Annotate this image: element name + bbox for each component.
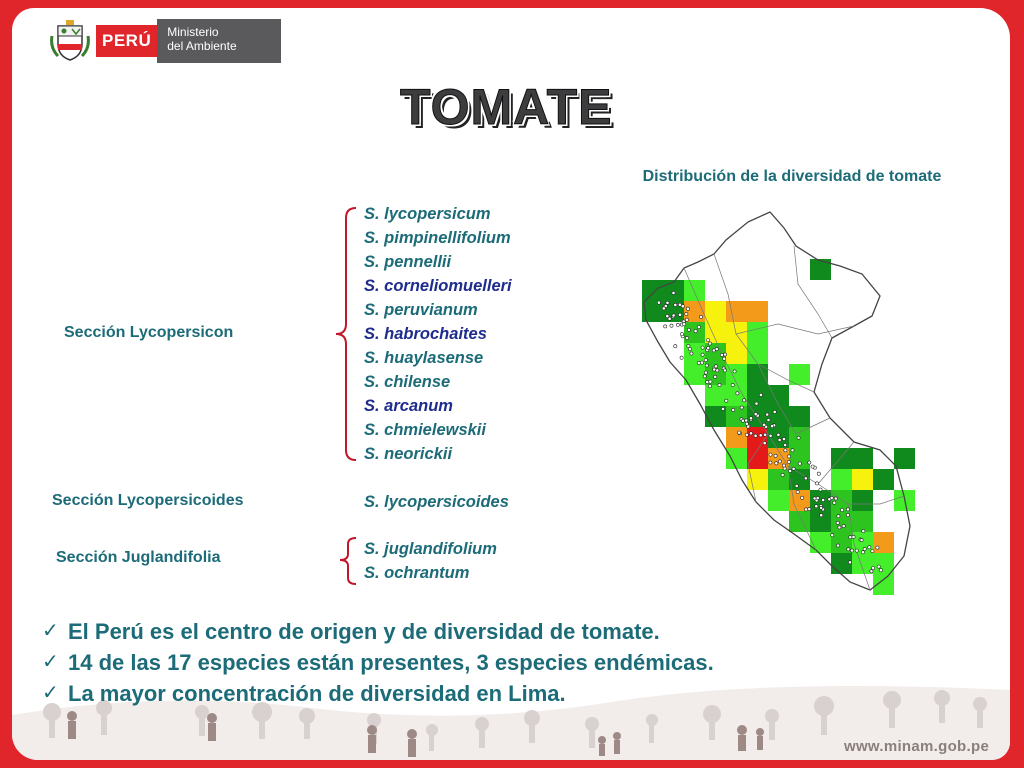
diversity-cell: [747, 322, 768, 343]
occurrence-point: [841, 509, 844, 512]
species-list-juglandifolia: [364, 537, 497, 585]
occurrence-point: [685, 336, 688, 339]
species-item: S. corneliomuelleri: [364, 277, 512, 295]
occurrence-point: [721, 407, 724, 410]
occurrence-point: [860, 538, 863, 541]
occurrence-point: [816, 496, 819, 499]
species-item: S. chmielewskii: [364, 421, 486, 439]
occurrence-point: [784, 443, 787, 446]
occurrence-point: [771, 425, 774, 428]
occurrence-point: [685, 318, 688, 321]
occurrence-point: [676, 323, 679, 326]
occurrence-point: [740, 406, 743, 409]
species-item: S. arcanum: [364, 397, 453, 415]
diversity-cell: [747, 364, 768, 385]
section-label-juglandifolia: Sección Juglandifolia: [56, 549, 221, 566]
occurrence-point: [795, 484, 798, 487]
occurrence-point: [706, 380, 709, 383]
occurrence-point: [749, 432, 752, 435]
occurrence-point: [871, 550, 874, 553]
occurrence-point: [847, 548, 850, 551]
occurrence-point: [701, 346, 704, 349]
diversity-cell: [663, 280, 684, 301]
diversity-cell: [831, 469, 852, 490]
occurrence-point: [712, 349, 715, 352]
check-icon: ✓: [42, 682, 59, 704]
diversity-cell: [768, 385, 789, 406]
occurrence-point: [764, 433, 767, 436]
occurrence-point: [745, 433, 748, 436]
occurrence-point: [716, 369, 719, 372]
bullet-item: [42, 616, 714, 647]
occurrence-point: [782, 437, 785, 440]
diversity-cell: [726, 343, 747, 364]
occurrence-point: [855, 549, 858, 552]
occurrence-point: [687, 344, 690, 347]
species-item: S. peruvianum: [364, 301, 478, 319]
occurrence-point: [736, 392, 739, 395]
diversity-cell: [852, 469, 873, 490]
occurrence-point: [701, 353, 704, 356]
bullet-item: [42, 678, 714, 709]
bullet-item: [42, 647, 714, 678]
diversity-cell: [747, 448, 768, 469]
occurrence-point: [759, 434, 762, 437]
occurrence-point: [876, 546, 879, 549]
diversity-cell: [852, 490, 873, 511]
occurrence-point: [680, 333, 683, 336]
occurrence-point: [704, 371, 707, 374]
occurrence-point: [708, 385, 711, 388]
occurrence-point: [685, 312, 688, 315]
occurrence-point: [694, 330, 697, 333]
occurrence-point: [668, 317, 671, 320]
occurrence-point: [662, 307, 665, 310]
section-label-lycopersicoides: Sección Lycopersicoides: [52, 492, 244, 509]
diversity-cell: [726, 406, 747, 427]
occurrence-point: [732, 408, 735, 411]
occurrence-point: [678, 313, 681, 316]
occurrence-point: [813, 497, 816, 500]
occurrence-point: [725, 399, 728, 402]
diversity-cell: [726, 364, 747, 385]
occurrence-point: [811, 465, 814, 468]
occurrence-point: [714, 365, 717, 368]
map-title: Distribución de la diversidad de tomate: [642, 168, 942, 185]
diversity-cell: [726, 385, 747, 406]
occurrence-point: [666, 301, 669, 304]
occurrence-point: [834, 497, 837, 500]
occurrence-point: [733, 370, 736, 373]
occurrence-point: [769, 461, 772, 464]
occurrence-point: [801, 496, 804, 499]
occurrence-point: [759, 393, 762, 396]
check-icon: ✓: [42, 620, 59, 642]
occurrence-point: [848, 561, 851, 564]
species-item: S. pimpinellifolium: [364, 229, 511, 247]
occurrence-point: [782, 464, 785, 467]
occurrence-point: [680, 356, 683, 359]
check-icon: ✓: [42, 651, 59, 673]
occurrence-point: [670, 324, 673, 327]
occurrence-point: [699, 315, 702, 318]
occurrence-point: [743, 399, 746, 402]
diversity-cell: [747, 301, 768, 322]
occurrence-point: [833, 501, 836, 504]
diversity-cell: [726, 301, 747, 322]
occurrence-point: [723, 369, 726, 372]
occurrence-point: [681, 305, 684, 308]
ministry-line-1: Ministerio: [167, 25, 219, 39]
occurrence-point: [657, 301, 660, 304]
occurrence-point: [777, 433, 780, 436]
species-item: S. juglandifolium: [364, 540, 497, 558]
occurrence-point: [749, 417, 752, 420]
occurrence-point: [783, 467, 786, 470]
occurrence-point: [709, 380, 712, 383]
species-list-lycopersicoides: [364, 490, 509, 514]
occurrence-point: [837, 515, 840, 518]
occurrence-point: [690, 352, 693, 355]
section-label-lycopersicon: Sección Lycopersicon: [64, 324, 234, 341]
occurrence-point: [815, 482, 818, 485]
occurrence-point: [766, 413, 769, 416]
occurrence-point: [773, 410, 776, 413]
species-item: S. huaylasense: [364, 349, 484, 367]
occurrence-point: [775, 462, 778, 465]
occurrence-point: [877, 565, 880, 568]
occurrence-point: [792, 467, 795, 470]
occurrence-point: [672, 291, 675, 294]
diversity-cell: [894, 448, 915, 469]
occurrence-point: [763, 442, 766, 445]
occurrence-point: [815, 505, 818, 508]
occurrence-point: [718, 383, 721, 386]
occurrence-point: [842, 524, 845, 527]
diversity-cell: [726, 322, 747, 343]
species-list-lycopersicon: [364, 202, 512, 466]
occurrence-point: [861, 551, 864, 554]
diversity-cell: [852, 448, 873, 469]
occurrence-point: [796, 490, 799, 493]
occurrence-point: [778, 438, 781, 441]
occurrence-point: [697, 326, 700, 329]
occurrence-point: [781, 473, 784, 476]
species-item: S. ochrantum: [364, 564, 470, 582]
diversity-cell: [873, 532, 894, 553]
occurrence-point: [778, 460, 781, 463]
occurrence-point: [849, 536, 852, 539]
occurrence-point: [769, 434, 772, 437]
occurrence-point: [738, 431, 741, 434]
diversity-cell: [831, 448, 852, 469]
species-item: S. chilense: [364, 373, 451, 391]
page-title: TOMATE: [400, 79, 613, 135]
bullet-text: El Perú es el centro de origen y de diversidad de tomate.: [68, 619, 660, 644]
occurrence-point: [741, 419, 744, 422]
diversity-cell: [789, 406, 810, 427]
occurrence-point: [754, 413, 757, 416]
occurrence-point: [819, 488, 822, 491]
occurrence-point: [808, 461, 811, 464]
occurrence-point: [774, 454, 777, 457]
occurrence-point: [745, 422, 748, 425]
brace-lycopersicon: [334, 206, 358, 462]
diversity-cell: [768, 490, 789, 511]
occurrence-point: [784, 449, 787, 452]
occurrence-point: [664, 325, 667, 328]
occurrence-point: [797, 436, 800, 439]
bullet-text: La mayor concentración de diversidad en Lima.: [68, 681, 566, 706]
diversity-cell: [642, 280, 663, 301]
occurrence-point: [707, 346, 710, 349]
diversity-cell: [726, 448, 747, 469]
diversity-cell: [726, 427, 747, 448]
occurrence-point: [862, 530, 865, 533]
species-item: S. neorickii: [364, 445, 453, 463]
occurrence-point: [683, 323, 686, 326]
occurrence-point: [767, 418, 770, 421]
occurrence-point: [798, 462, 801, 465]
occurrence-point: [754, 434, 757, 437]
occurrence-point: [769, 453, 772, 456]
occurrence-point: [789, 469, 792, 472]
species-item: S. pennellii: [364, 253, 452, 271]
diversity-cell: [873, 469, 894, 490]
footer-url: www.minam.gob.pe: [844, 738, 990, 755]
occurrence-point: [846, 508, 849, 511]
occurrence-point: [791, 449, 794, 452]
occurrence-point: [808, 507, 811, 510]
occurrence-point: [697, 361, 700, 364]
occurrence-point: [688, 348, 691, 351]
occurrence-point: [674, 345, 677, 348]
occurrence-point: [820, 506, 823, 509]
occurrence-point: [804, 477, 807, 480]
occurrence-point: [686, 307, 689, 310]
occurrence-point: [745, 419, 748, 422]
occurrence-point: [863, 547, 866, 550]
occurrence-point: [831, 534, 834, 537]
coat-of-arms-icon: [50, 18, 90, 64]
diversity-cell: [768, 469, 789, 490]
diversity-cell: [747, 469, 768, 490]
diversity-cell: [705, 385, 726, 406]
occurrence-point: [872, 567, 875, 570]
occurrence-point: [703, 375, 706, 378]
species-item: S. habrochaites: [364, 325, 487, 343]
ministry-logo: [50, 18, 281, 64]
occurrence-point: [879, 569, 882, 572]
bullet-text: 14 de las 17 especies están presentes, 3 especies endémicas.: [68, 650, 714, 675]
ministry-line-2: del Ambiente: [167, 39, 237, 53]
diversity-cell: [873, 553, 894, 574]
occurrence-point: [704, 359, 707, 362]
occurrence-point: [706, 339, 709, 342]
occurrence-point: [846, 514, 849, 517]
occurrence-point: [713, 368, 716, 371]
diversity-cell: [789, 511, 810, 532]
occurrence-point: [687, 328, 690, 331]
diversity-cell: [852, 511, 873, 532]
occurrence-point: [672, 314, 675, 317]
country-label: PERÚ: [96, 25, 157, 57]
slide: [12, 8, 1010, 760]
diversity-cell: [810, 532, 831, 553]
occurrence-point: [705, 364, 708, 367]
occurrence-point: [731, 383, 734, 386]
ministry-name: [157, 19, 280, 63]
occurrence-point: [723, 357, 726, 360]
occurrence-point: [820, 514, 823, 517]
occurrence-point: [720, 353, 723, 356]
occurrence-point: [708, 342, 711, 345]
species-item: S. lycopersicum: [364, 205, 491, 223]
occurrence-point: [838, 526, 841, 529]
occurrence-point: [674, 303, 677, 306]
occurrence-point: [837, 544, 840, 547]
occurrence-point: [805, 508, 808, 511]
occurrence-point: [714, 375, 717, 378]
brace-juglandifolia: [338, 536, 358, 586]
occurrence-point: [870, 570, 873, 573]
occurrence-point: [852, 535, 855, 538]
occurrence-point: [787, 460, 790, 463]
species-item: S. lycopersicoides: [364, 493, 509, 511]
occurrence-point: [836, 521, 839, 524]
occurrence-point: [724, 353, 727, 356]
peru-diversity-map: [618, 204, 928, 624]
occurrence-point: [763, 423, 766, 426]
occurrence-point: [868, 546, 871, 549]
occurrence-point: [817, 472, 820, 475]
occurrence-point: [822, 498, 825, 501]
key-points-list: [42, 616, 714, 709]
diversity-cell: [705, 301, 726, 322]
occurrence-point: [755, 402, 758, 405]
occurrence-point: [700, 361, 703, 364]
occurrence-point: [850, 549, 853, 552]
occurrence-point: [830, 496, 833, 499]
occurrence-point: [787, 455, 790, 458]
diversity-cell: [684, 280, 705, 301]
